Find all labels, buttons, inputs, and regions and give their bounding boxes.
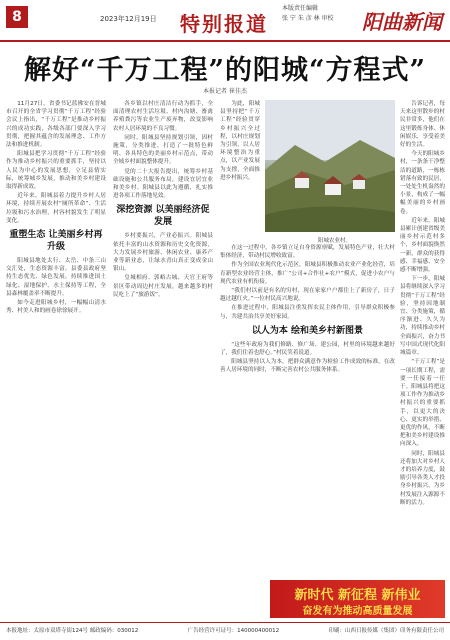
village-photo-illustration: [265, 100, 395, 232]
paragraph: 各乡镇以村庄清洁行动为抓手，全面清理农村生活垃圾、村内沟塘、畜禽养殖粪污等农业生产废弃物，改变影响农村人居环境的不良习惯。: [113, 101, 213, 132]
photo-caption: 阳城农业村。: [318, 238, 352, 244]
paragraph: 在这一过程中，各乡镇立足自身资源禀赋，发展特色产业，壮大村集体经济，带动村民增收致富。: [220, 245, 395, 260]
paragraph: 阳城县地处太行、太岳、中条三山交汇处，生态资源丰富。县委县政府坚持生态优先、绿色发展，持续推进国土绿化、湿地保护、水土保持等工程，全县森林覆盖率不断提升。: [6, 258, 106, 297]
section-title: 特别报道: [180, 12, 268, 36]
paragraph: 同时，阳城县还将加大对乡村人才的培养力度，鼓励引导各类人才投身乡村振兴，为乡村发展注入源源不断的活力。: [400, 450, 445, 506]
page-footer: [0, 622, 450, 640]
paragraph: 近年来，阳城县着力提升乡村人居环境，持续开展农村“厕所革命”、生活垃圾和污水治理，村容村貌发生了明显变化。: [6, 193, 106, 224]
issue-date: 2023年12月19日: [100, 15, 157, 23]
masthead: [0, 0, 450, 42]
paragraph: 同时，阳城县坚持规划引领，因村施策，分类推进，打造了一批特色鲜明、各具特色的美丽乡村示范点，带动全域乡村面貌整体提升。: [113, 134, 213, 166]
footer-address: 本报地址：太原市双塔寺街124号 邮政编码：030012: [6, 628, 139, 634]
article-photo: [265, 100, 395, 232]
paragraph: 告诉记者，每天来这里散步的村民非常多，他们在这里锻炼身体、休闲娱乐，享受着美好的生活。: [400, 101, 445, 149]
slogan-line-1: 新时代 新征程 新伟业: [294, 588, 421, 603]
paragraph: “千万工程”是一项长期工程，需要一任接着一任干。阳城县将把这项工作作为推动乡村振兴的重要抓手，以更大的决心、更实的举措、更优的作风，不断把和美乡村建设推向深入。: [400, 359, 445, 448]
article-headline: 解好“千万工程”的阳城“方程式”: [23, 55, 427, 86]
subheading: 重塑生态 让美丽乡村再升级: [9, 230, 103, 253]
editor-line-1: 本版责任编辑: [282, 5, 319, 12]
paragraph: 阳城县把学习贯彻“千万工程”经验作为推动乡村振兴的重要抓手，坚持以人民为中心的发展思想，立足县情实际，统筹城乡发展，推动和美乡村建设取得新成效。: [6, 151, 106, 191]
paragraph: 作为全国农业现代化示范区，阳城县积极推动农业产业化经营，培育新型农业经营主体，推广“公司+合作社+农户”模式，促进小农户与现代农业有机衔接。: [220, 262, 395, 285]
article-column-2: [113, 100, 213, 618]
paragraph: 11月27日，省委书记蓝佛安在晋城市召开的全省学习贯彻“千万工程”经验会议上指出，“千万工程”是推动乡村振兴的成功实践，各级各部门要深入学习贯彻，把握其蕴含的发展理念、工作方法和推进机制。: [6, 101, 106, 149]
paragraph: 近年来，阳城县累计创建省级美丽乡村示范村多个，乡村面貌焕然一新，群众的获得感、幸福感、安全感不断增强。: [400, 217, 445, 274]
paragraph: 党的二十大报告提出，统筹乡村基础设施和公共服务布局，建设宜居宜业和美乡村。阳城县以此为遵循，扎实推进各项工作落地见效。: [113, 168, 213, 200]
article-column-1: [6, 100, 106, 618]
paragraph: 下一步，阳城县将继续深入学习贯彻“千万工程”经验，坚持因地制宜、分类施策，循序渐进、久久为功，持续推动乡村全面振兴，奋力书写中国式现代化阳城篇章。: [400, 276, 445, 357]
page-number: 8: [6, 6, 28, 28]
slogan-banner: [270, 580, 445, 618]
article-column-3: [220, 244, 395, 618]
slogan-line-2: 奋发有为推动高质量发展: [302, 606, 413, 617]
paragraph: 皇城相府、郭峪古城、天官王府等景区带动周边村庄发展，越来越多的村民吃上了“旅游饭”。: [113, 275, 213, 298]
paragraph: 今天的阳城乡村，一条条干净整洁的道路，一栋栋错落有致的民居，一处处生机盎然的小景，构成了一幅幅美丽的乡村画卷。: [400, 151, 445, 215]
paragraph: 乡村要振兴，产业必振兴。阳城县依托丰富的山水资源和历史文化资源，大力发展乡村旅游、休闲农业、康养产业等新业态，让绿水青山真正变成金山银山。: [113, 233, 213, 273]
newspaper-brand: 阳曲新闻: [362, 10, 442, 34]
subheading: 深挖资源 以美丽经济促发展: [116, 205, 210, 228]
paragraph: “这些年政府为我们修路、修广场、建公园，村里的环境越来越好了，我们住着也舒心。”村民笑着说道。: [220, 341, 395, 357]
editor-line-2: 张 宁 朱 彦 林 审校: [282, 15, 334, 22]
subheading: 以人为本 绘和美乡村新图景: [251, 325, 364, 336]
footer-license: 广告经营许可证号：140000400012: [187, 628, 280, 634]
paragraph: 如今走进阳城乡村，一幅幅山清水秀、村美人和的画卷徐徐展开。: [6, 300, 106, 315]
footer-printer: 印刷：山西日报传媒（集团）印务有限责任公司: [328, 628, 444, 634]
paragraph: 阳城县坚持以人为本，把群众满意作为检验工作成效的标准，在改善人居环境的同时，不断完善农村公共服务体系。: [220, 359, 395, 374]
article-byline: 本报记者 崔佳杰: [203, 88, 247, 95]
article-column-3-top: [220, 100, 260, 240]
paragraph: 为此，阳城县坚持把“千万工程”经验贯穿乡村振兴全过程，以村庄规划为引领，以人居环境整治为重点，以产业发展为支撑，全面推进乡村振兴。: [220, 101, 260, 181]
paragraph: “我们村以前是有名的穷村，现在家家户户都住上了新房子，日子越过越红火。”一位村民高兴地说。: [220, 288, 395, 303]
paragraph: 在推进过程中，阳城县注重发挥农民主体作用，引导群众积极参与，共建共治共享美好家园。: [220, 305, 395, 320]
editor-info: [282, 4, 334, 24]
article-column-4: [400, 100, 445, 578]
